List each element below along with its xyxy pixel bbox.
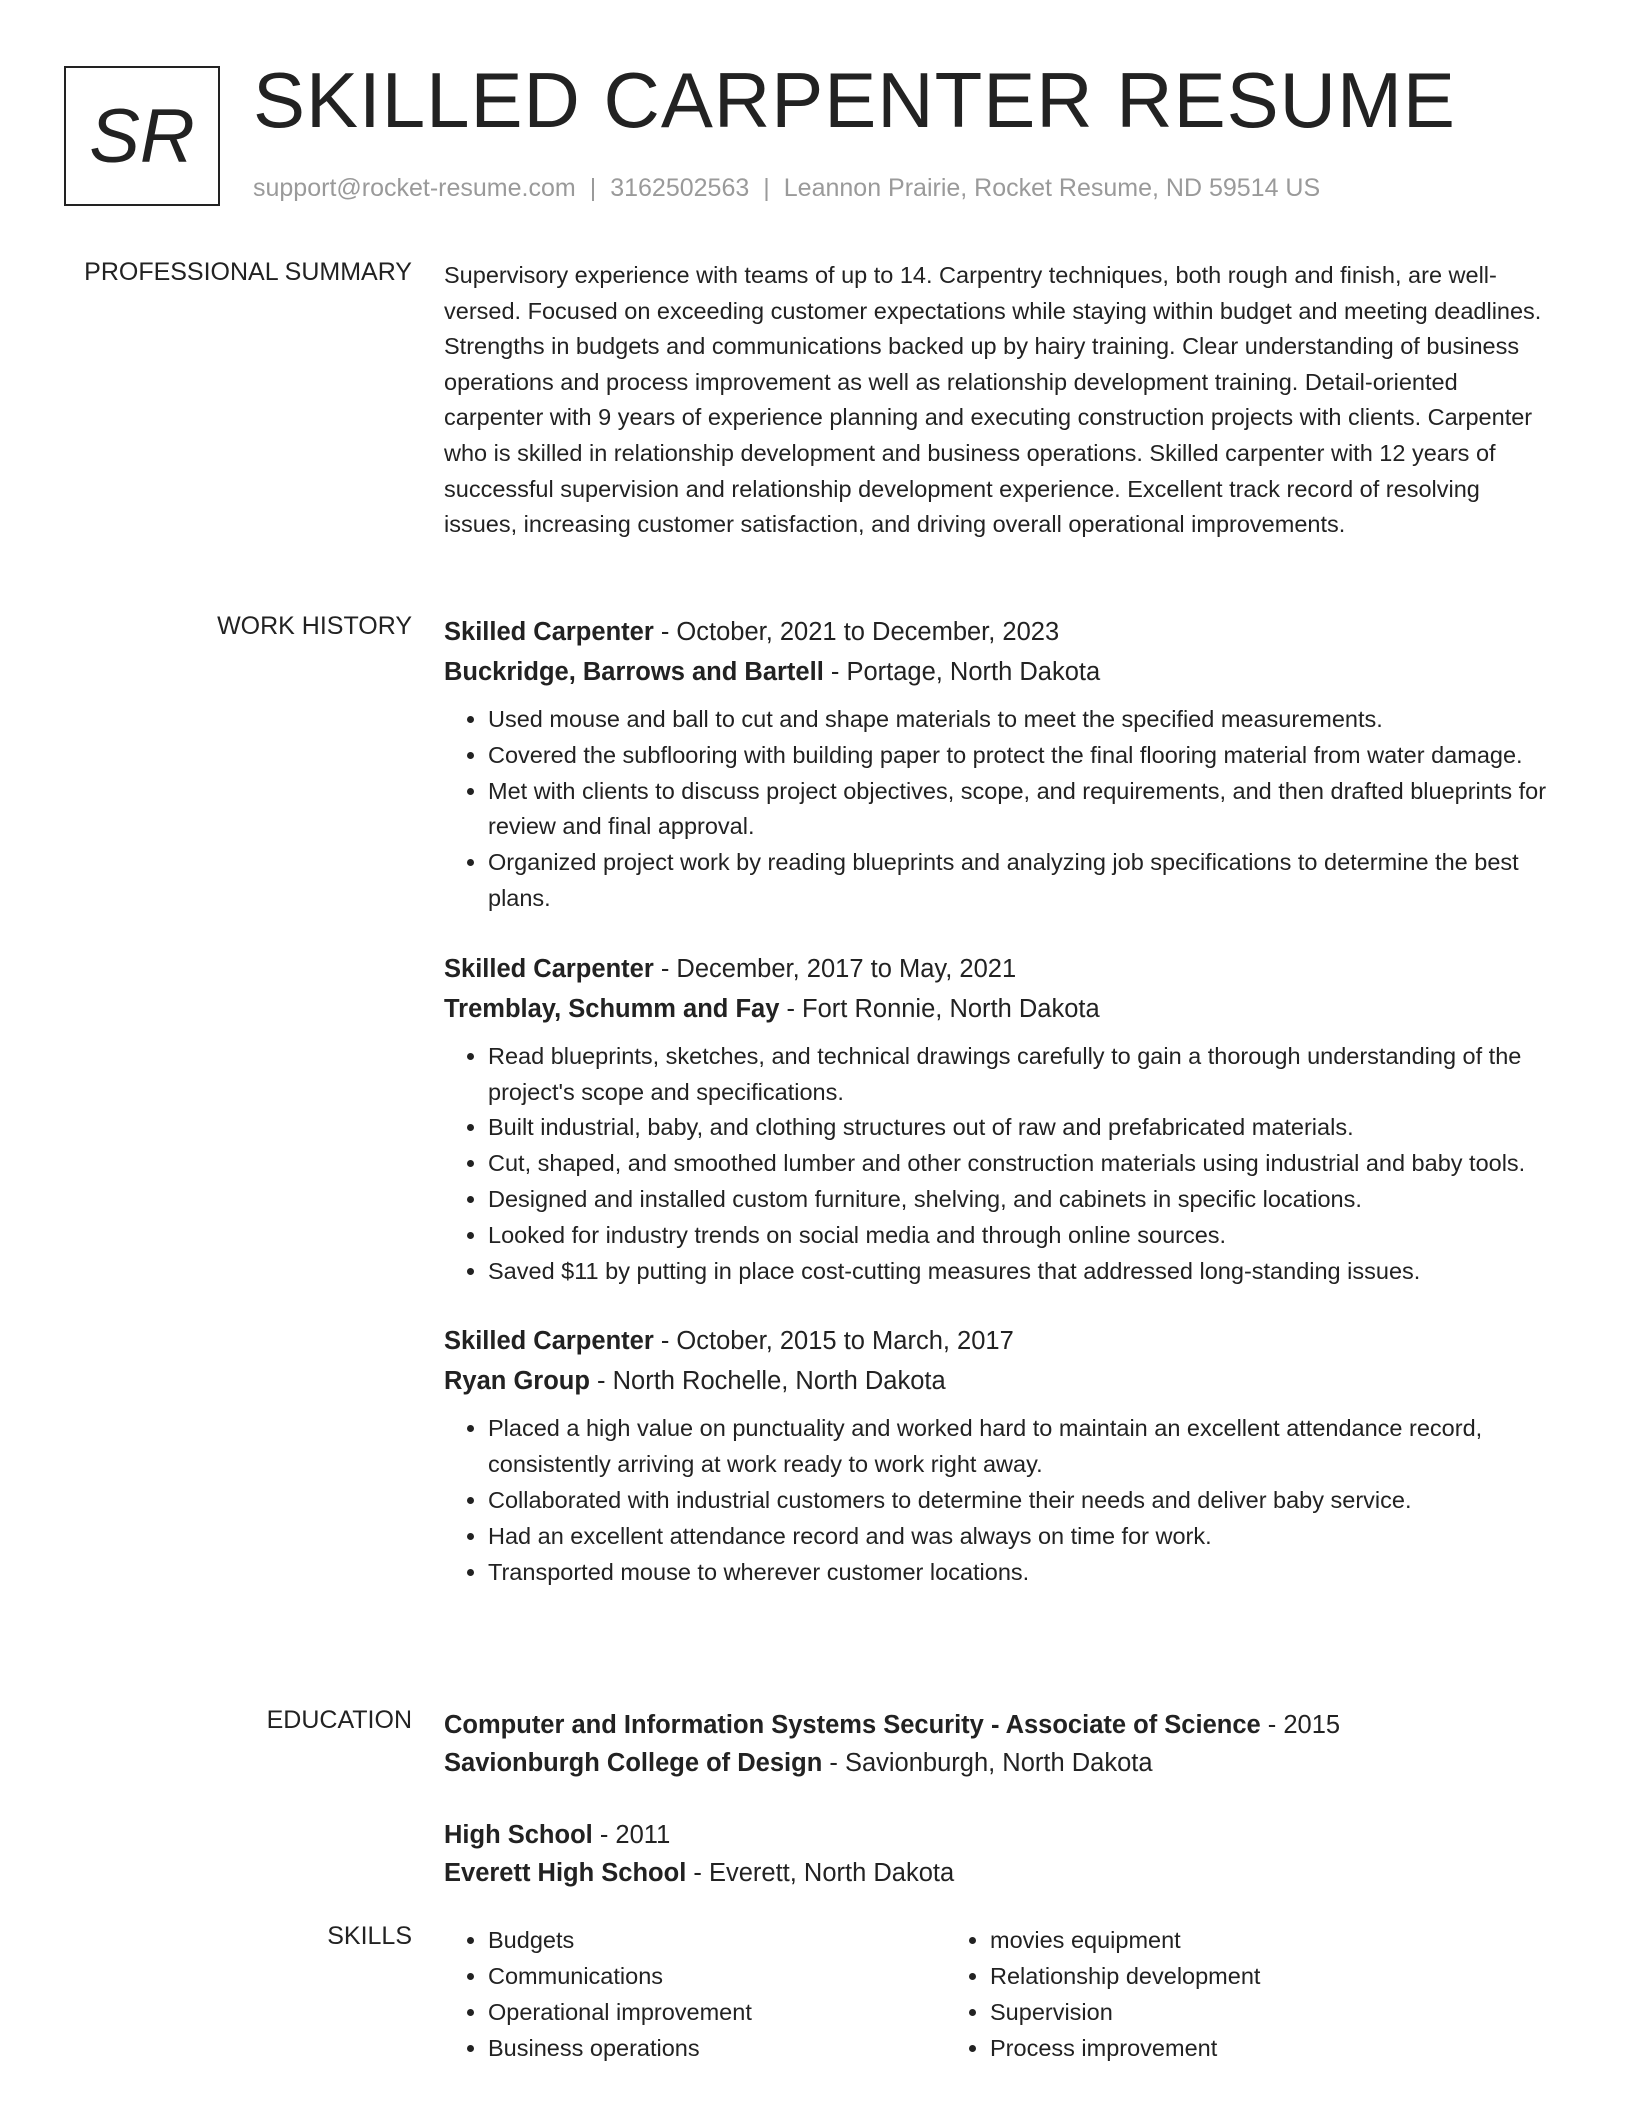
skill-item: • Communications: [488, 1958, 946, 1994]
job-bullet: • Cut, shaped, and smoothed lumber and other construction materials using industrial and baby tools.: [488, 1146, 1552, 1182]
skill-item: • Budgets: [488, 1922, 946, 1958]
job-company-line: [444, 1361, 1552, 1401]
contact-line: [253, 174, 1320, 203]
skill-item: • Operational improvement: [488, 1994, 946, 2030]
job-bullet: • Met with clients to discuss project objectives, scope, and requirements, and then drafted blueprints for review and final approval.: [488, 774, 1552, 846]
contact-separator: |: [589, 174, 597, 202]
monogram-initials: [64, 66, 220, 206]
education-school: Everett High School: [444, 1859, 687, 1887]
job-title-line: [444, 949, 1552, 989]
section-label-skills: SKILLS: [327, 1922, 412, 1950]
job-title: Skilled Carpenter: [444, 1327, 654, 1356]
education-entry: [444, 1816, 1552, 1892]
job-company: Ryan Group: [444, 1367, 590, 1396]
job-location: - Portage, North Dakota: [823, 658, 1101, 686]
job-bullet: • Used mouse and ball to cut and shape materials to meet the specified measurements.: [488, 702, 1552, 738]
job-bullet: • Read blueprints, sketches, and technical drawings carefully to gain a thorough understanding of the project's scope and specifications.: [488, 1039, 1552, 1111]
education-degree-line: [444, 1706, 1552, 1744]
job-company: Buckridge, Barrows and Bartell: [444, 658, 824, 686]
education-year: - 2011: [592, 1821, 671, 1849]
job-bullet: • Covered the subflooring with building paper to protect the final flooring material from water damage.: [488, 738, 1552, 774]
job-company: Tremblay, Schumm and Fay: [444, 994, 780, 1023]
initials-text: SR: [89, 93, 195, 179]
skill-item: • Relationship development: [990, 1958, 1448, 1994]
education-location: - Everett, North Dakota: [686, 1859, 955, 1887]
skill-item: • Business operations: [488, 2030, 946, 2066]
job-bullet: • Had an excellent attendance record and was always on time for work.: [488, 1519, 1552, 1555]
skill-item: • movies equipment: [990, 1922, 1448, 1958]
skill-item: • Supervision: [990, 1994, 1448, 2030]
job-location: - Fort Ronnie, North Dakota: [779, 994, 1100, 1023]
work-history-body: [444, 612, 1552, 1622]
education-degree: Computer and Information Systems Security - Associate of Science: [444, 1711, 1261, 1739]
contact-phone: 3162502563: [610, 174, 750, 202]
contact-address: Leannon Prairie, Rocket Resume, ND 59514 US: [783, 174, 1321, 202]
education-school-line: [444, 1854, 1552, 1892]
education-school: Savionburgh College of Design: [444, 1749, 823, 1777]
job-bullet: • Built industrial, baby, and clothing structures out of raw and prefabricated materials.: [488, 1110, 1552, 1146]
job-title: Skilled Carpenter: [444, 954, 654, 983]
job-title-line: [444, 612, 1552, 652]
skill-item: • Process improvement: [990, 2030, 1448, 2066]
contact-separator: |: [763, 174, 770, 202]
skills-column-left: [444, 1922, 946, 2066]
job-dates: - October, 2021 to December, 2023: [653, 618, 1060, 646]
contact-email: support@rocket-resume.com: [253, 174, 576, 202]
job-bullet: • Saved $11 by putting in place cost-cutting measures that addressed long-standing issues.: [488, 1254, 1552, 1290]
job-entry: [444, 612, 1552, 917]
job-bullet: • Transported mouse to wherever customer locations.: [488, 1555, 1552, 1591]
job-entry: [444, 1321, 1552, 1590]
job-bullets: [444, 702, 1552, 917]
job-location: - North Rochelle, North Dakota: [589, 1367, 946, 1396]
education-entry: [444, 1706, 1552, 1782]
section-label-summary: PROFESSIONAL SUMMARY: [84, 258, 412, 286]
job-bullet: • Designed and installed custom furniture, shelving, and cabinets in specific locations.: [488, 1182, 1552, 1218]
job-bullet: • Placed a high value on punctuality and worked hard to maintain an excellent attendance record, consistently arriving at work ready to work right away.: [488, 1411, 1552, 1483]
education-degree-line: [444, 1816, 1552, 1854]
job-bullet: • Collaborated with industrial customers to determine their needs and deliver baby service.: [488, 1483, 1552, 1519]
job-entry: [444, 949, 1552, 1290]
job-bullets: [444, 1411, 1552, 1590]
job-bullet: • Looked for industry trends on social media and through online sources.: [488, 1218, 1552, 1254]
job-title-line: [444, 1321, 1552, 1361]
education-year: - 2015: [1260, 1711, 1341, 1739]
education-school-line: [444, 1744, 1552, 1782]
job-company-line: [444, 652, 1552, 692]
education-degree: High School: [444, 1821, 593, 1849]
section-label-education: EDUCATION: [266, 1706, 412, 1734]
job-dates: - December, 2017 to May, 2021: [653, 954, 1017, 983]
summary-body: [444, 258, 1552, 543]
education-location: - Savionburgh, North Dakota: [822, 1749, 1153, 1777]
job-title: Skilled Carpenter: [444, 618, 654, 646]
job-bullets: [444, 1039, 1552, 1290]
section-label-work-history: WORK HISTORY: [217, 612, 412, 640]
job-dates: - October, 2015 to March, 2017: [653, 1327, 1014, 1356]
resume-title: SKILLED CARPENTER RESUME: [253, 56, 1456, 144]
summary-text: Supervisory experience with teams of up to 14. Carpentry techniques, both rough and finish, are well-versed. Focused on exceeding customer expectations while staying within budget and meeting deadlines. Strengths in budgets and communications backed up by hairy training. Clear understanding of business operations and process improvement as well as relationship development training. Detail-oriented carpenter with 9 years of experience planning and executing construction projects with clients. Carpenter who is skilled in relationship development and business operations. Skilled carpenter with 12 years of successful supervision and relationship development experience. Excellent track record of resolving issues, increasing customer satisfaction, and driving overall operational improvements.: [444, 262, 1542, 538]
job-company-line: [444, 989, 1552, 1029]
skills-body: [444, 1922, 1552, 2066]
education-body: [444, 1706, 1552, 1926]
skills-column-right: [946, 1922, 1448, 2066]
job-bullet: • Organized project work by reading blueprints and analyzing job specifications to determine the best plans.: [488, 845, 1552, 917]
